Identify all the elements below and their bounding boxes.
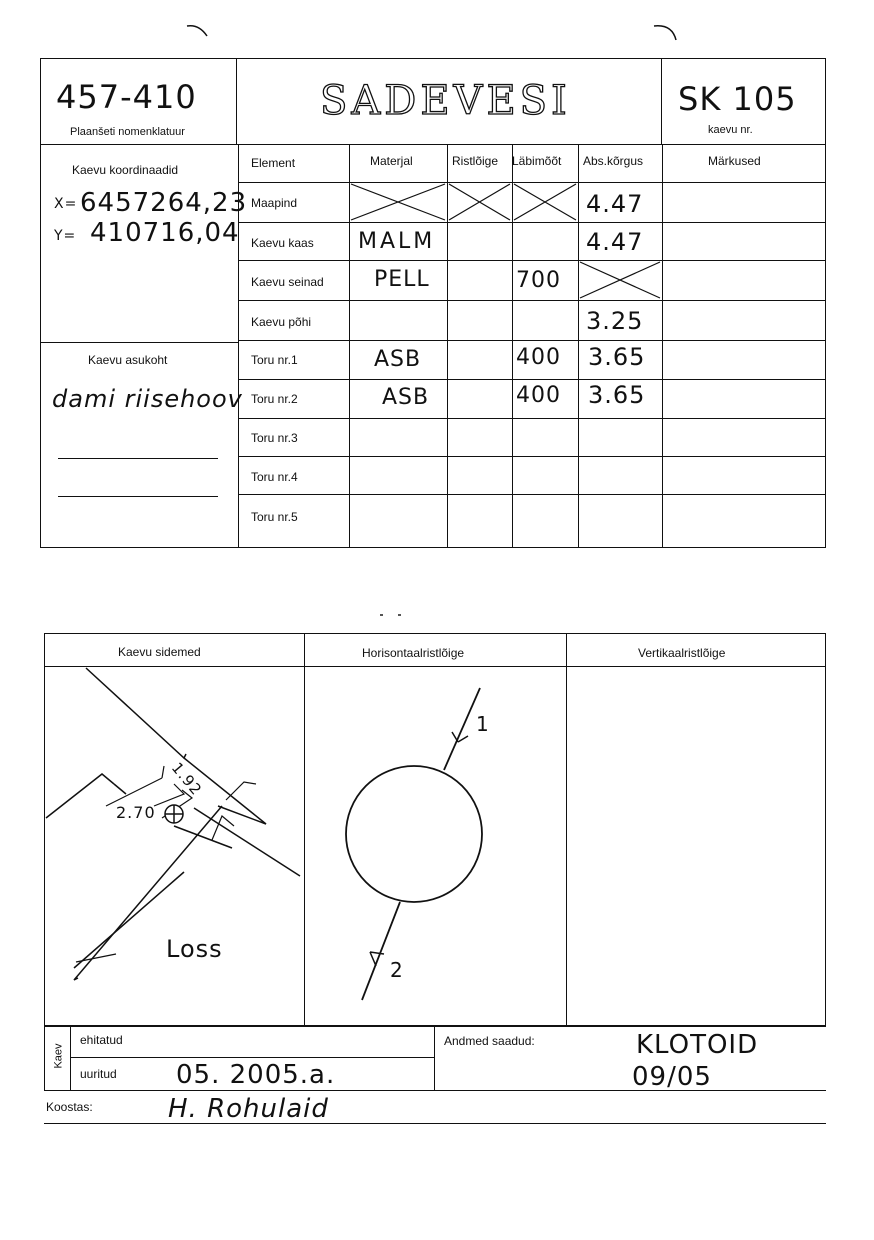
table-row-label: Kaevu kaas — [251, 236, 314, 250]
punch-mark-right — [652, 22, 682, 46]
data-source-label: Andmed saadud: — [444, 1034, 535, 1048]
well-number-label: kaevu nr. — [708, 124, 753, 136]
sketch-header-horizontal: Horisontaalristlõige — [362, 646, 465, 660]
sketch-header-connections: Kaevu sidemed — [118, 645, 201, 659]
table-row-label: Maapind — [251, 196, 298, 210]
sketch-header-vertical: Vertikaalristlõige — [638, 646, 726, 660]
y-coordinate: 410716,04 — [90, 218, 240, 248]
location-value: dami riisehoov — [52, 385, 243, 413]
dimension-label: 2.70 — [116, 803, 156, 822]
cell-labimoot: 400 — [516, 383, 561, 408]
built-label: ehitatud — [80, 1033, 123, 1047]
nomenclature-label: Plaanšeti nomenklatuur — [70, 126, 185, 138]
header-element: Element — [251, 156, 296, 170]
page-title: SADEVESI — [320, 78, 571, 124]
well-number-value: SK 105 — [678, 80, 797, 118]
building-label: Loss — [166, 935, 223, 963]
pipe-label: 2 — [390, 958, 404, 982]
side-label: Kaev — [52, 1043, 65, 1069]
surveyed-value: 05. 2005.a. — [176, 1060, 336, 1090]
table-row-label: Toru nr.2 — [251, 392, 298, 406]
cell-abs-korgus: 3.65 — [588, 343, 646, 371]
header-ristloige: Ristlõige — [452, 154, 499, 168]
data-source-value: KLOTOID — [636, 1030, 759, 1060]
header-abs-korgus: Abs.kõrgus — [583, 154, 644, 168]
cell-abs-korgus: 4.47 — [586, 190, 644, 218]
cell-abs-korgus: 4.47 — [586, 228, 644, 256]
cell-abs-korgus: 3.65 — [588, 381, 646, 409]
cell-labimoot: 400 — [516, 345, 561, 370]
header-markused: Märkused — [708, 154, 761, 168]
cell-materjal: MALM — [358, 229, 436, 254]
crossed-cell — [578, 260, 662, 300]
surveyed-label: uuritud — [80, 1067, 117, 1081]
pipe-label: 1 — [476, 712, 490, 736]
table-row-label: Toru nr.5 — [251, 510, 298, 524]
coords-label: Kaevu koordinaadid — [72, 163, 179, 177]
header-labimoot: Läbimõõt — [512, 154, 562, 168]
compiled-value: H. Rohulaid — [168, 1094, 329, 1124]
scan-speck — [380, 614, 383, 616]
x-coordinate: 6457264,23 — [80, 188, 248, 218]
table-row-label: Toru nr.1 — [251, 353, 298, 367]
cell-materjal: PELL — [374, 267, 430, 292]
connections-sketch — [44, 666, 304, 1026]
data-source-date: 09/05 — [632, 1062, 712, 1092]
x-prefix: X= — [54, 196, 78, 212]
cell-abs-korgus: 3.25 — [586, 307, 644, 335]
horizontal-section-sketch — [304, 666, 566, 1026]
table-row-label: Kaevu seinad — [251, 275, 324, 289]
cell-materjal: ASB — [382, 385, 430, 410]
y-prefix: Y= — [54, 228, 77, 244]
cell-labimoot: 700 — [516, 268, 561, 293]
crossed-cell — [447, 182, 512, 222]
crossed-cell — [349, 182, 447, 222]
crossed-cell — [512, 182, 578, 222]
scan-speck — [398, 614, 401, 616]
table-row-label: Toru nr.3 — [251, 431, 298, 445]
punch-mark-left — [185, 22, 215, 42]
location-label: Kaevu asukoht — [88, 353, 168, 367]
table-row-label: Toru nr.4 — [251, 470, 298, 484]
dimension-label: 1.92 — [167, 758, 206, 800]
compiled-label: Koostas: — [46, 1100, 93, 1114]
header-materjal: Materjal — [370, 154, 413, 168]
cell-materjal: ASB — [374, 347, 422, 372]
table-row-label: Kaevu põhi — [251, 315, 312, 329]
nomenclature-value: 457-410 — [56, 78, 197, 116]
